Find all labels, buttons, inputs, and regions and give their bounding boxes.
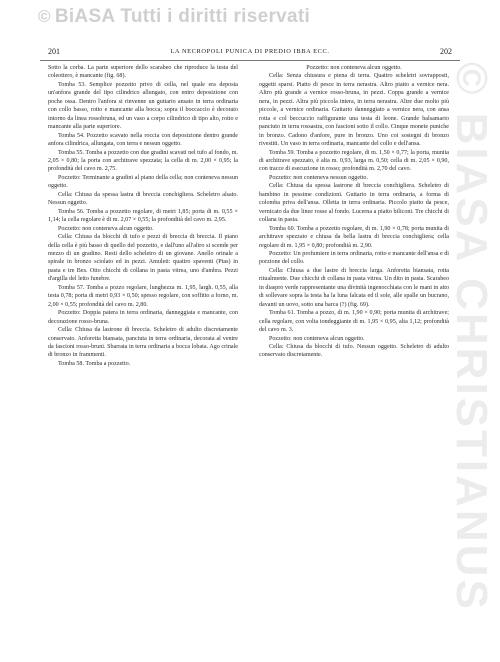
paragraph: Pozzetto: Doppia patera in terra ordinaria, danneggiata e mancante, con decorazione rosso-bruna. (48, 310, 238, 325)
running-title: LA NECROPOLI PUNICA DI PREDIO IBBA ECC. (170, 48, 330, 55)
page-number-right: 202 (440, 47, 452, 56)
paragraph: Pozzetto: non conteneva nessun oggetto. (269, 174, 368, 181)
paragraph: Tomba 54. Pozzetto scavato nella roccia con deposizione dentro grande anfora cilindrica, allungata, con terra e nessun oggetto. (48, 132, 238, 148)
paragraph: Tomba 58. Tomba a pozzetto. (58, 360, 131, 367)
paragraph: Pozzetto: non conteneva alcun oggetto. (306, 65, 402, 71)
running-header (40, 46, 460, 61)
page-number-left: 201 (48, 47, 60, 56)
paragraph: Tomba 56. Tomba a pozzetto regolare, di metri 1,85; porta di m. 0,55 × 1,14; la cella regolare è di m. 2,07 × 0,55; la profondità del cavo m. 2,95. (48, 208, 238, 224)
paragraph: Cella: Senza chiusura e piena di terra. Quattro scheletri sovrapposti, oggetti sparsi. Piatto di pesce in terra nerastra. Altro piatto a vernice nera. Altro più grande a vernice rosso-bruna, in pezzi. Coppa grande a vernice nera, in pezzi. Altra più piccola intera, in terra nerastra. Altre due molto più piccole, a vernice ordinaria. Guttario danneggiato a vernice nera, con ansa rotta e col beccuccio raffigurante una testa di leone. Grande balsamario panciuto in terra rossastra, con fascioni sotto il collo. Cinque monete puniche in bronzo. Cadono d'anfore, pure in bronzo. Uno coi sostegni di bronzo rivestiti. Un vaso in terra ordinaria, mancante del collo e dell'ansa. (259, 73, 449, 148)
paragraph: Tomba 59. Tomba a pozzetto regolare, di m. 1,50 × 0,77; la porta, munita di architrave spezzato, è alta m. 0,93, larga m. 0,50; cella di m. 2,05 × 0,90, con tracce di esecuzione in rosso; profondità m. 2,70 del cavo. (259, 149, 449, 173)
watermark-text: BiASA Tutti i diritti riservati (54, 6, 311, 27)
paragraph: Pozzetto: non conteneva alcun oggetto. (269, 335, 365, 342)
copyright-symbol: © (38, 7, 51, 26)
paragraph: Cella: Chiusa da spessa lastra di breccia conchigliera. Scheletro alsato. Nessun oggetto. (48, 191, 238, 207)
document-page (40, 44, 460, 624)
paragraph: Pozzetto: Terminante a gradini al piano della cella; non conteneva nessun oggetto. (48, 174, 238, 190)
left-column (48, 64, 238, 368)
paragraph: Cella: Chiusa da spessa lastrone di breccia conchigliera. Scheletro di bambino in pessime condizioni. Guttario in terra ordinaria, a forma di colomba priva dell'ansa. Olletta in terra ordinaria. Piccolo piatto da pesce, vernicato da due linee rosse al fondo. Lucerna a piatto biliconi. Tre chicchi di collana in pasta. (259, 183, 449, 224)
paragraph: Pozzetto: Un profumiere in terra ordinaria, rotto e mancante dell'ansa e di porzione del collo. (259, 250, 449, 266)
paragraph: Tomba 61. Tomba a pozzo, di m. 1,90 × 0,90; porta munita di architrave; cella regolare, con volta tondeggiante di m. 1,95 × 0,95, alta 1,12; profondità del cavo m. 3. (259, 310, 449, 334)
paragraph: Tomba 60. Tomba a pozzetto regolare, di m. 1,90 × 0,78; porta munita di architrave spezzato e chiusa da bella lastra di breccia conchigliera; cella regolare di m. 1,95 × 0,80; profondità m. 2,90. (259, 225, 449, 249)
paragraph: Tomba 53. Semplice pozzetto privo di cella, nel quale era deposta un'anfora grande del tipo cilindrico allungato, con entro deposizione con poche ossa. Dentro l'anfora si rinvenne un guttario ansato in terra ordinaria con collo basso, rotto e mancante alla bocca; sopra il boccaccio è decorato intorno da linea rossobruna, ed un vaso a corpo cilindrico di tipo alto, rotto e mancante alla parte superiore. (48, 81, 238, 131)
watermark-side-text: © BIASA CHRISTIANUS (447, 62, 496, 612)
paragraph: Cella: Chiusa da lastrone di breccia. Scheletro di adulto discretamente conservato. Anforetta biansata, panciuta in terra ordinaria, decorata al ventre da fascioni rosso-bruni. Sbarrata in terra ordinaria a bocca lobata. Ago crinale di bronzo in frammenti. (48, 327, 238, 359)
paragraph: Cella: Chiusa a due lastre di breccia larga. Anforetta biansata, rotta ritualmente. Due chicchi di collana in pasta vitrea. Un dito in pasta. Scarabeo in diaspro verde rappresentante una divinità ingenocchiata con le mani in atto di sollevare sopra la testa ha la luna falcata ed il sole, alle spalle un bucrano, davanti un uovo, sotto una barca (?) (fig. 69). (259, 267, 449, 308)
paragraph: Tomba 55. Tomba a pozzetto con due gradini scavati nel tufo al fondo, m. 2,05 × 0,80; la porta con architrave spezzata; la cella di m. 2,00 × 0,95; la profondità del cavo m. 2,75. (48, 149, 238, 173)
right-column (259, 64, 449, 360)
paragraph: Cella: Chiusa da blocchi di tufo e pezzi di breccia di breccia. Il piano della cella è più basso di quello del pozzetto, e dall'uno all'altro si scende per mezzo di un gradino. Resti dello scheletro di un giovane. Anello orinale a spirale in bronzo sciolato ed in pezzi. Amuleti: quattro spaventi (Ptas) in pasta e tre Bes. Otto chicchi di collana in pasta vitrea, uno d'ambra. Pezzi d'argilla del letto funebre. (48, 234, 238, 283)
paragraph: Pozzetto: non conteneva alcun oggetto. (58, 225, 154, 232)
paragraph: Sotto la corba. La parte superiore dello scarabeo che riproduce la testa del coleottero, è mancante (fig. 68). (48, 65, 238, 80)
watermark-top (38, 6, 310, 28)
paragraph: Tomba 57. Tomba a pozzo regolare, lunghezza m. 1,95, largh. 0,55, alla testa 0,78; porta di metri 0,93 × 0,50; spesso regolare, con soffitto a forno, m. 2,00 × 0,55; profondità del cavo m. 2,80. (48, 284, 238, 308)
paragraph: Cella: Chiusa da blocchi di tufo. Nessun oggetto. Scheletro di adulto conservato discretamente. (259, 343, 449, 359)
